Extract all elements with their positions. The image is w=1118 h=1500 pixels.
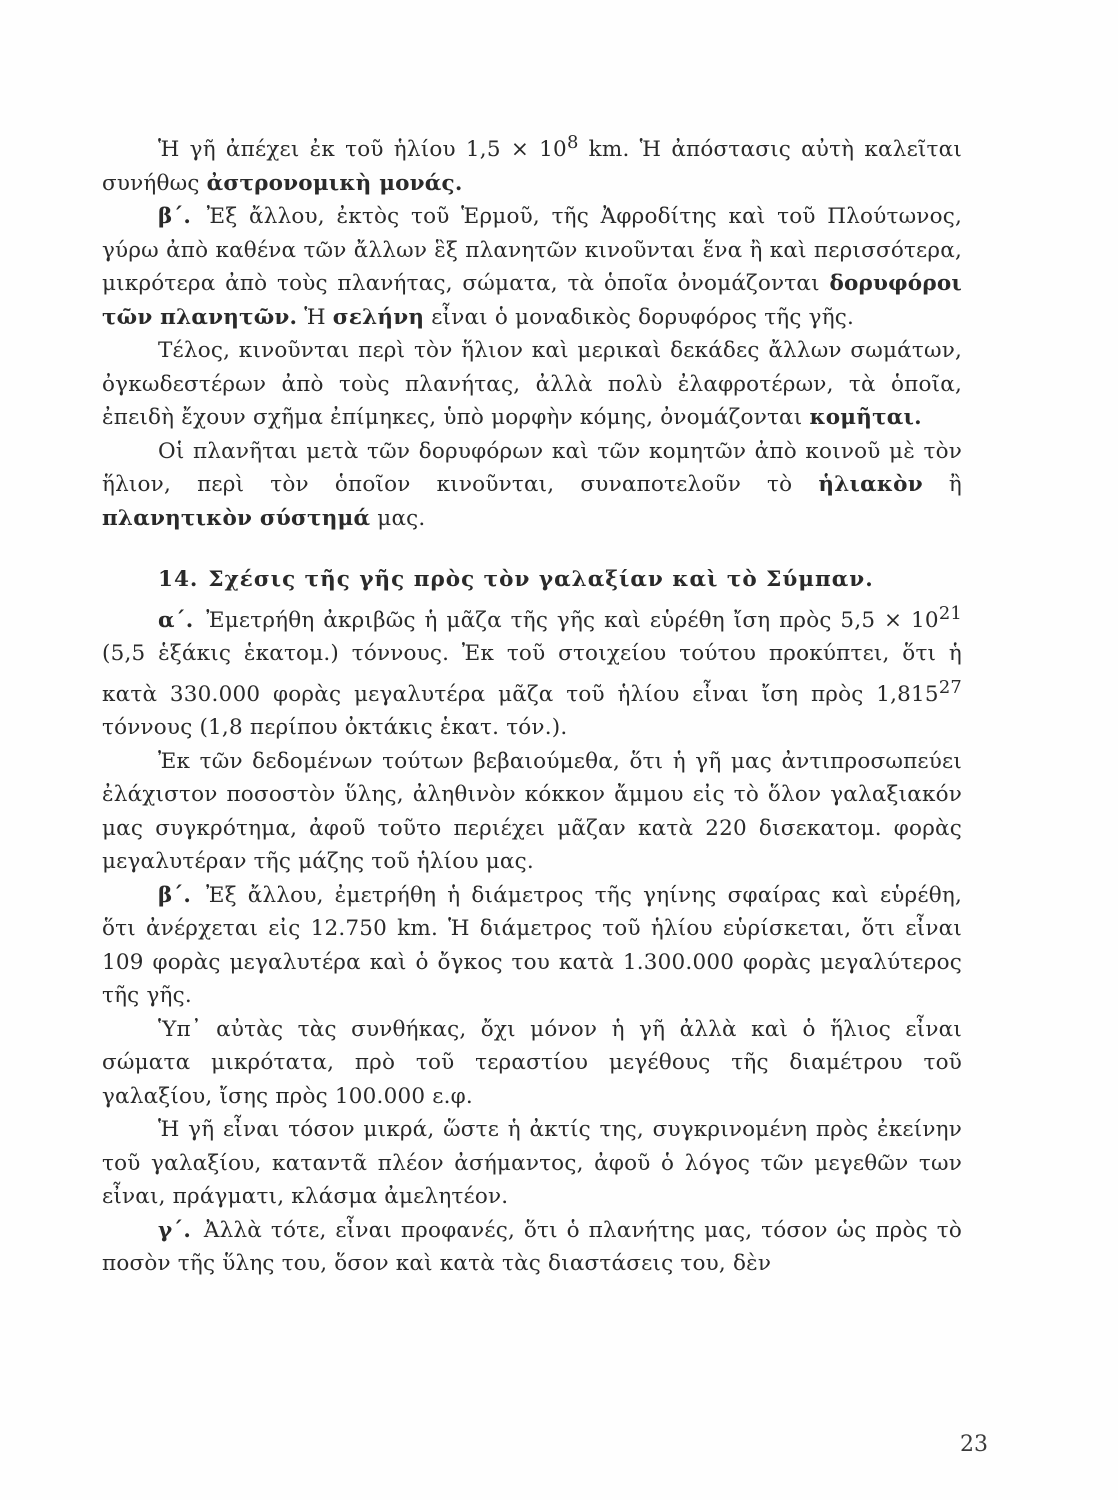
text-run: Ἐκ τῶν δεδομένων τούτων βεβαιούμεθα, ὅτι ἡ γῆ μας ἀντιπροσωπεύει ἐλάχιστον ποσοστὸν ὕλης, ἀληθινὸν κόκκον ἄμμου εἰς τὸ ὅλον γαλαξιακόν μας συγκρότημα, ἀφοῦ τοῦτο περιέχει μᾶζαν κατὰ 220 δισεκατομ. φορὰς μεγαλυτέραν τῆς μάζης τοῦ ἡλίου μας. xyxy=(102,748,962,875)
text-run: Ἡ γῆ ἀπέχει ἐκ τοῦ ἡλίου 1,5 × 10 xyxy=(158,137,567,163)
item-label: α΄. xyxy=(158,607,194,633)
exponent: 27 xyxy=(938,676,962,698)
page-text xyxy=(102,126,962,1281)
bold-term: ἡλιακὸν xyxy=(818,472,923,498)
text-run: τόννους (1,8 περίπου ὀκτάκις ἑκατ. τόν.). xyxy=(102,715,568,741)
bold-term: ἀστρονομικὴ μονάς. xyxy=(206,170,463,196)
text-run: Ἐξ ἄλλου, ἐκτὸς τοῦ Ἑρμοῦ, τῆς Ἀφροδίτης καὶ τοῦ Πλούτωνος, γύρω ἀπὸ καθένα τῶν ἄλλων ἓξ πλανητῶν κινοῦνται ἕνα ἢ καὶ περισσότερα, μικρότερα ἀπὸ τοὺς πλανήτας, σώματα, τὰ ὁποῖα ὀνομάζονται xyxy=(102,204,962,297)
paragraph-6 xyxy=(102,745,962,879)
text-run: Οἱ πλανῆται μετὰ τῶν δορυφόρων καὶ τῶν κομητῶν ἀπὸ κοινοῦ μὲ τὸν ἥλιον, περὶ τὸν ὁποῖον κινοῦνται, συναποτελοῦν τὸ xyxy=(102,438,962,498)
page-number: 23 xyxy=(960,1432,988,1457)
text-run: Ὑπ᾽ αὐτὰς τὰς συνθήκας, ὄχι μόνον ἡ γῆ ἀλλὰ καὶ ὁ ἥλιος εἶναι σώματα μικρότατα, πρὸ τοῦ τεραστίου μεγέθους τῆς διαμέτρου τοῦ γαλαξίου, ἴσης πρὸς 100.000 ε.φ. xyxy=(102,1016,962,1109)
section-heading xyxy=(102,563,962,597)
text-run: εἶναι ὁ μοναδικὸς δορυφόρος τῆς γῆς. xyxy=(424,304,855,330)
text-run: Ἐμετρήθη ἀκριβῶς ἡ μᾶζα τῆς γῆς καὶ εὑρέθη ἴση πρὸς 5,5 × 10 xyxy=(197,607,939,633)
bold-term: δορυφόροι τῶν πλανητῶν. xyxy=(102,271,962,330)
text-run: ἢ xyxy=(922,472,962,498)
text-run: Ἐξ ἄλλου, ἐμετρήθη ἡ διάμετρος τῆς γηίνης σφαίρας καὶ εὑρέθη, ὅτι ἀνέρχεται εἰς 12.750 km. Ἡ διάμετρος τοῦ ἡλίου εὑρίσκεται, ὅτι εἶναι 109 φορὰς μεγαλυτέρα καὶ ὁ ὄγκος του κατὰ 1.300.000 φορὰς μεγαλύτερος τῆς γῆς. xyxy=(102,882,962,1009)
paragraph-10 xyxy=(102,1214,962,1281)
paragraph-8 xyxy=(102,1013,962,1114)
item-label: γ΄. xyxy=(158,1217,192,1243)
item-label: β΄. xyxy=(158,204,192,230)
section-title: Σχέσις τῆς γῆς πρὸς τὸν γαλαξίαν καὶ τὸ Σύμπαν. xyxy=(208,567,874,593)
paragraph-1 xyxy=(102,126,962,200)
paragraph-2 xyxy=(102,200,962,334)
text-run: Ἡ xyxy=(297,304,333,330)
paragraph-4 xyxy=(102,435,962,536)
text-run: Τέλος, κινοῦνται περὶ τὸν ἥλιον καὶ μερικαὶ δεκάδες ἄλλων σωμάτων, ὀγκωδεστέρων ἀπὸ τοὺς πλανήτας, ἀλλὰ πολὺ ἐλαφροτέρων, τὰ ὁποῖα, ἐπειδὴ ἔχουν σχῆμα ἐπίμηκες, ὑπὸ μορφὴν κόμης, ὀνομάζονται xyxy=(102,338,962,431)
text-run: km. Ἡ ἀπόστασις αὐτὴ καλεῖται συνήθως xyxy=(102,137,962,196)
paragraph-5 xyxy=(102,597,962,745)
paragraph-7 xyxy=(102,879,962,1013)
text-run: Ἀλλὰ τότε, εἶναι προφανές, ὅτι ὁ πλανήτης μας, τόσον ὡς πρὸς τὸ ποσὸν τῆς ὕλης του, ὅσον καὶ κατὰ τὰς διαστάσεις του, δὲν xyxy=(102,1217,962,1277)
bold-term: πλανητικὸν σύστημά xyxy=(102,505,371,531)
item-label: β΄. xyxy=(158,882,192,908)
exponent: 21 xyxy=(938,602,962,624)
exponent: 8 xyxy=(566,132,579,153)
paragraph-3 xyxy=(102,334,962,435)
bold-term: σελήνη xyxy=(332,304,425,330)
bold-term: κομῆται. xyxy=(809,405,922,431)
text-run: Ἡ γῆ εἶναι τόσον μικρά, ὥστε ἡ ἀκτίς της, συγκρινομένη πρὸς ἐκείνην τοῦ γαλαξίου, καταντᾶ πλέον ἀσήμαντος, ἀφοῦ ὁ λόγος τῶν μεγεθῶν των εἶναι, πράγματι, κλάσμα ἀμελητέον. xyxy=(102,1117,962,1210)
text-run: μας. xyxy=(370,505,426,531)
paragraph-9 xyxy=(102,1113,962,1214)
section-number: 14. xyxy=(158,567,199,593)
text-run: (5,5 ἑξάκις ἑκατομ.) τόννους. Ἐκ τοῦ στοιχείου τούτου προκύπτει, ὅτι ἡ κατὰ 330.000 φορὰς μεγαλυτέρα μᾶζα τοῦ ἡλίου εἶναι ἴση πρὸς 1,815 xyxy=(102,641,962,707)
